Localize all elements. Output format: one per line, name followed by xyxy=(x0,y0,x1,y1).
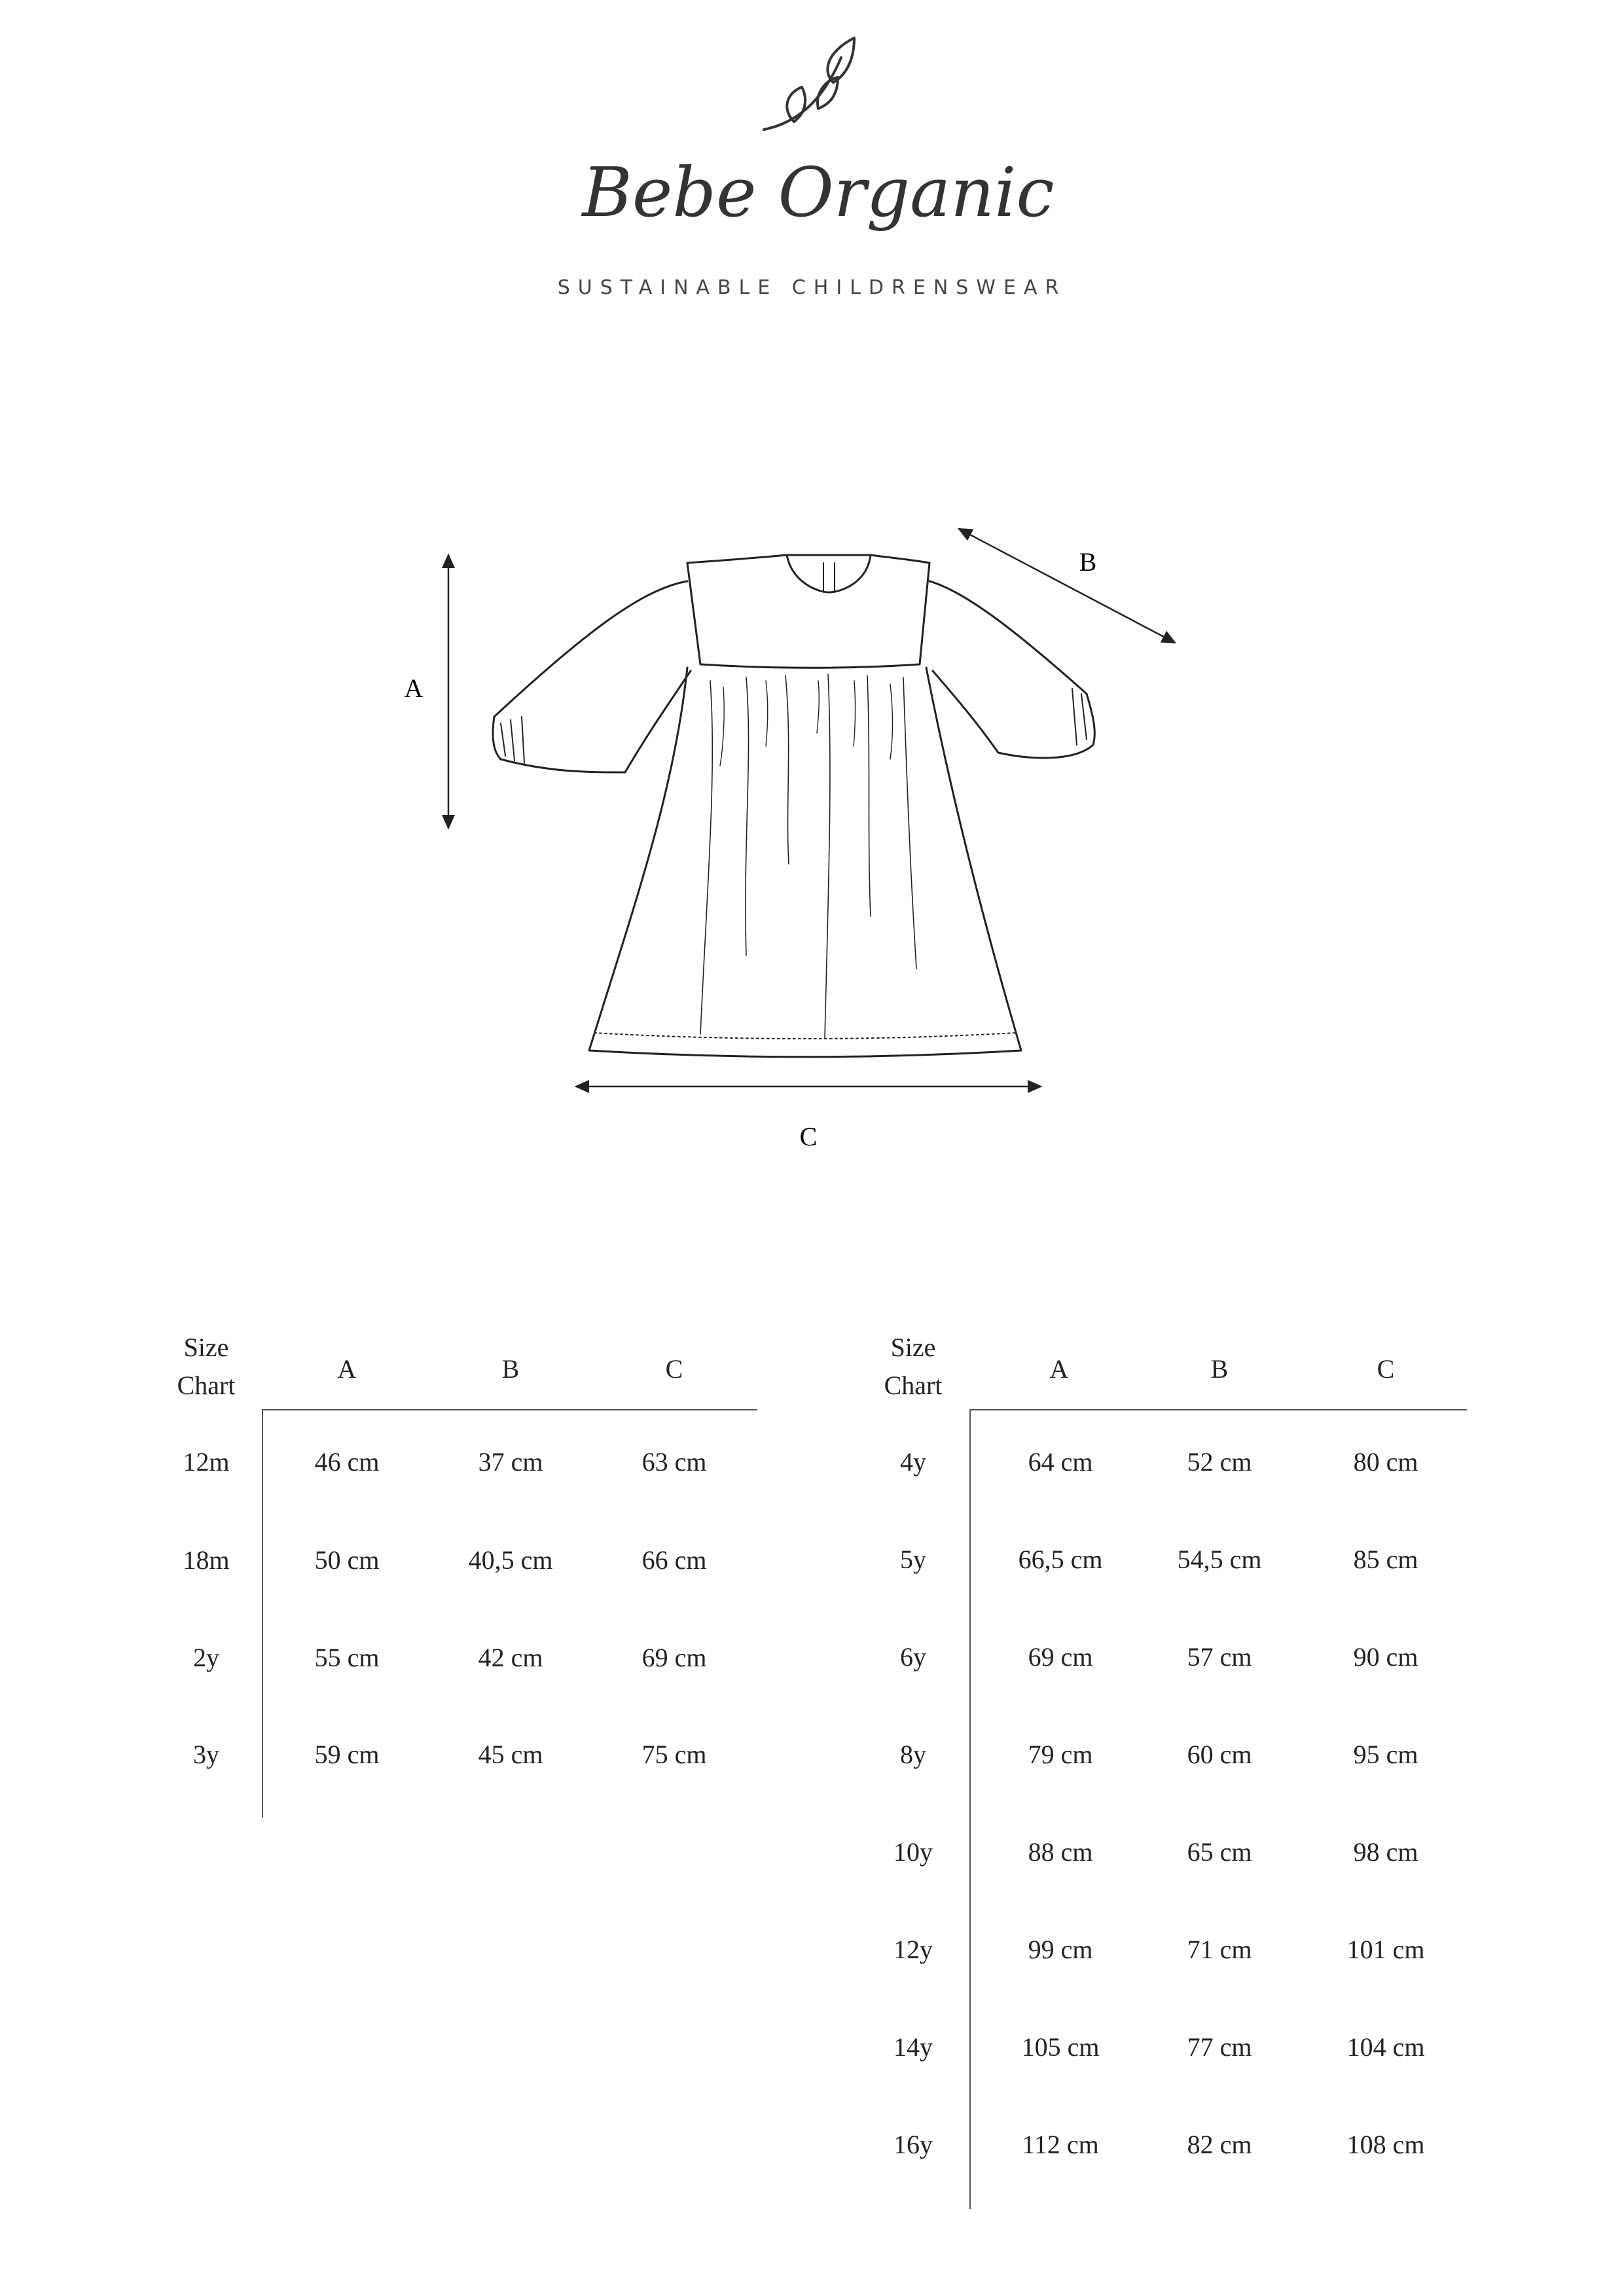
cell-a: 64 cm xyxy=(1028,1447,1093,1477)
cell-c: 95 cm xyxy=(1353,1740,1418,1769)
dimension-b-arrow xyxy=(959,529,1175,643)
cell-c: 90 cm xyxy=(1353,1642,1418,1672)
cell-b: 54,5 cm xyxy=(1177,1545,1262,1574)
size-label: 16y xyxy=(893,2130,933,2159)
cell-b: 57 cm xyxy=(1187,1642,1252,1672)
cell-b: 71 cm xyxy=(1187,1935,1252,1964)
leaf-sprig-icon xyxy=(756,31,874,136)
cell-c: 80 cm xyxy=(1353,1447,1418,1477)
brand-tagline: SUSTAINABLE CHILDRENSWEAR xyxy=(557,276,1067,299)
cell-a: 69 cm xyxy=(1028,1642,1093,1672)
size-label: 4y xyxy=(900,1447,926,1477)
column-header-c: C xyxy=(1377,1354,1395,1384)
header-divider xyxy=(262,1409,757,1410)
size-chart-header: Size Chart xyxy=(884,1333,943,1400)
cell-b: 42 cm xyxy=(478,1643,543,1672)
cell-a: 66,5 cm xyxy=(1018,1545,1103,1574)
dimension-b-label: B xyxy=(1079,547,1097,577)
row-header-divider xyxy=(262,1410,263,1818)
cell-a: 105 cm xyxy=(1021,2032,1100,2062)
column-header-a: A xyxy=(337,1354,357,1384)
size-label: 10y xyxy=(893,1837,933,1867)
cell-a: 79 cm xyxy=(1028,1740,1093,1769)
size-chart-header: Size Chart xyxy=(177,1333,236,1400)
cell-b: 65 cm xyxy=(1187,1837,1252,1867)
dress-outline xyxy=(493,555,1094,1057)
cell-c: 85 cm xyxy=(1353,1545,1418,1574)
cell-c: 98 cm xyxy=(1353,1837,1418,1867)
size-label: 5y xyxy=(900,1545,926,1574)
dimension-c-label: C xyxy=(799,1122,818,1151)
size-label: 3y xyxy=(193,1740,219,1769)
column-header-c: C xyxy=(665,1354,683,1384)
cell-a: 50 cm xyxy=(314,1545,380,1575)
size-label: 12m xyxy=(183,1447,230,1477)
cell-b: 45 cm xyxy=(478,1740,543,1769)
cell-a: 88 cm xyxy=(1028,1837,1093,1867)
cell-a: 55 cm xyxy=(314,1643,380,1672)
cell-b: 77 cm xyxy=(1187,2032,1252,2062)
size-label: 6y xyxy=(900,1642,926,1672)
header-divider xyxy=(969,1409,1467,1410)
size-label: 12y xyxy=(893,1935,933,1964)
column-header-b: B xyxy=(501,1354,520,1384)
cell-a: 99 cm xyxy=(1028,1935,1093,1964)
column-header-a: A xyxy=(1049,1354,1069,1384)
cell-b: 82 cm xyxy=(1187,2130,1252,2159)
cell-a: 46 cm xyxy=(314,1447,380,1477)
cell-b: 40,5 cm xyxy=(468,1545,553,1575)
cell-c: 63 cm xyxy=(641,1447,707,1477)
dimension-a-label: A xyxy=(404,673,424,703)
cell-b: 60 cm xyxy=(1187,1740,1252,1769)
cell-a: 59 cm xyxy=(314,1740,380,1769)
cell-c: 108 cm xyxy=(1346,2130,1425,2159)
brand-name: Bebe Organic xyxy=(582,154,1055,232)
size-label: 14y xyxy=(893,2032,933,2062)
size-label: 18m xyxy=(183,1545,230,1575)
cell-a: 112 cm xyxy=(1022,2130,1099,2159)
size-label: 8y xyxy=(900,1740,926,1769)
cell-c: 69 cm xyxy=(641,1643,707,1672)
brand-wordmark xyxy=(550,154,1087,285)
cell-c: 104 cm xyxy=(1346,2032,1425,2062)
cell-c: 66 cm xyxy=(641,1545,707,1575)
dress-measurement-diagram xyxy=(367,497,1257,1152)
cell-c: 101 cm xyxy=(1346,1935,1425,1964)
cell-b: 52 cm xyxy=(1187,1447,1252,1477)
column-header-b: B xyxy=(1210,1354,1229,1384)
cell-b: 37 cm xyxy=(478,1447,543,1477)
row-header-divider xyxy=(969,1410,971,2209)
size-label: 2y xyxy=(193,1643,219,1672)
cell-c: 75 cm xyxy=(641,1740,707,1769)
